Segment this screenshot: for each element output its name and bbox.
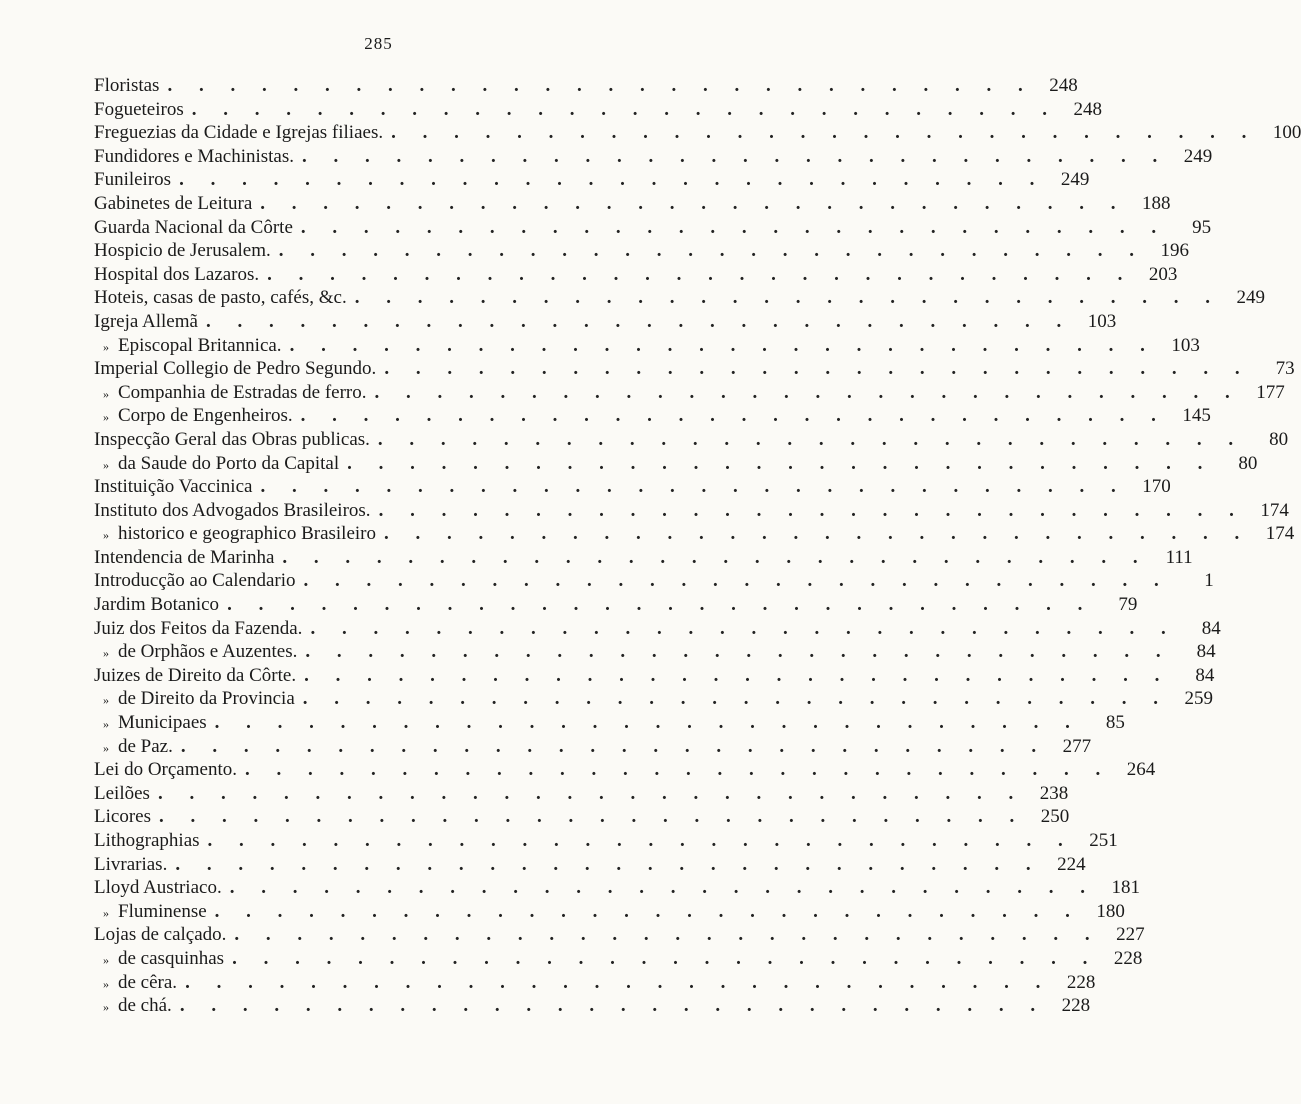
- ditto-mark: »: [103, 717, 109, 732]
- dot-leader: . . . . . . . . . . . . . . . . . . . . . . . . . . . .: [384, 358, 1251, 380]
- index-entry: [94, 239, 1190, 263]
- dot-leader: . . . . . . . . . . . . . . . . . . . . . . . . . . . .: [157, 782, 1025, 804]
- entry-label: Funileiros: [94, 169, 172, 191]
- dot-leader: . . . . . . . . . . . . . . . . . . . . . . . . . . . .: [300, 216, 1168, 238]
- index-entry: [94, 664, 1215, 688]
- ditto-mark: »: [103, 1000, 109, 1015]
- dot-leader: . . . . . . . . . . . . . . . . . . . . . . . . . . . .: [289, 334, 1156, 356]
- entry-label: Guarda Nacional da Côrte: [94, 216, 293, 238]
- entry-label: Igreja Allemã: [94, 310, 198, 332]
- dot-leader: . . . . . . . . . . . . . . . . . . . . . . . . . . . .: [175, 853, 1042, 875]
- ditto-mark: »: [103, 976, 109, 991]
- index-entry: [94, 381, 1285, 405]
- dot-leader: . . . . . . . . . . . . . . . . . . . . . . . . . . . .: [158, 806, 1026, 828]
- index-entry: [94, 428, 1289, 452]
- index-entry: [94, 923, 1145, 947]
- index-entry: [94, 805, 1070, 829]
- dot-leader: . . . . . . . . . . . . . . . . . . . . . . . . . . . .: [310, 617, 1177, 639]
- entry-page-number: 228: [1066, 971, 1096, 993]
- entry-page-number: 79: [1118, 594, 1138, 616]
- entry-page-number: 80: [1269, 428, 1289, 450]
- dot-leader: . . . . . . . . . . . . . . . . . . . . . . . . . . . .: [232, 947, 1099, 969]
- entry-label: Fluminense: [118, 900, 207, 922]
- entry-page-number: 177: [1256, 381, 1285, 403]
- dot-leader: . . . . . . . . . . . . . . . . . . . . . . . . . . . .: [191, 98, 1058, 120]
- index-entry: [94, 357, 1295, 381]
- index-entry: [94, 782, 1069, 806]
- entry-label: de cêra.: [118, 971, 178, 993]
- entry-page-number: 84: [1196, 641, 1216, 663]
- entry-page-number: 259: [1184, 688, 1214, 710]
- index-entry: [94, 593, 1138, 617]
- ditto-mark: »: [103, 740, 109, 755]
- entry-page-number: 80: [1238, 452, 1258, 474]
- dot-leader: . . . . . . . . . . . . . . . . . . . . . . . . . . . .: [207, 830, 1074, 851]
- index-entry: [94, 546, 1193, 570]
- dot-leader: . . . . . . . . . . . . . . . . . . . . . . . . . . . .: [302, 145, 1169, 167]
- entry-label: Introducção ao Calendario: [94, 570, 296, 592]
- dot-leader: . . . . . . . . . . . . . . . . . . . . . . . . . . . .: [234, 924, 1101, 946]
- index-entry: [94, 98, 1102, 122]
- entry-label: Leilões: [94, 782, 150, 804]
- dot-leader: . . . . . . . . . . . . . . . . . . . . . . . . . . . .: [205, 310, 1073, 332]
- entry-page-number: 103: [1171, 334, 1200, 356]
- index-entry: [94, 121, 1301, 145]
- dot-leader: . . . . . . . . . . . . . . . . . . . . . . . . . . . .: [179, 995, 1047, 1017]
- entry-page-number: 84: [1195, 664, 1215, 686]
- index-entry: [94, 74, 1078, 98]
- entry-page-number: 180: [1096, 900, 1125, 922]
- index-entry: [94, 569, 1214, 593]
- entry-page-number: 248: [1049, 75, 1078, 96]
- entry-page-number: 174: [1265, 523, 1295, 545]
- entry-label: Fogueteiros: [94, 98, 184, 120]
- entry-label: da Saude do Porto da Capital: [118, 452, 340, 474]
- ditto-mark: »: [103, 457, 109, 472]
- dot-leader: . . . . . . . . . . . . . . . . . . . . . . . . . . . .: [214, 900, 1081, 922]
- entry-page-number: 95: [1192, 216, 1212, 238]
- index-entry: [94, 735, 1092, 759]
- index-entry: [94, 452, 1258, 476]
- dot-leader: . . . . . . . . . . . . . . . . . . . . . . . . . . . .: [384, 523, 1251, 545]
- entry-label: Juizes de Direito da Côrte.: [94, 664, 297, 686]
- entry-label: Instituto dos Advogados Brasileiros.: [94, 499, 371, 521]
- index-entry: [94, 168, 1090, 192]
- index-entry: [94, 499, 1289, 523]
- entry-page-number: 174: [1260, 499, 1289, 521]
- index-entry: [94, 475, 1171, 499]
- entry-page-number: 100: [1272, 122, 1301, 144]
- dot-leader: . . . . . . . . . . . . . . . . . . . . . . . . . . . .: [304, 664, 1171, 686]
- dot-leader: . . . . . . . . . . . . . . . . . . . . . . . . . . . .: [267, 263, 1134, 285]
- entry-label: Freguezias da Cidade e Igrejas filiaes.: [94, 122, 384, 144]
- entry-label: Licores: [94, 806, 151, 828]
- ditto-mark: »: [103, 386, 109, 401]
- dot-leader: . . . . . . . . . . . . . . . . . . . . . . . . . . . .: [302, 688, 1170, 710]
- index-entry: [94, 758, 1156, 782]
- index-entry: [94, 263, 1178, 287]
- index-entry: [94, 994, 1091, 1018]
- dot-leader: . . . . . . . . . . . . . . . . . . . . . . . . . . . .: [374, 381, 1241, 403]
- dot-leader: . . . . . . . . . . . . . . . . . . . . . . . . . . . .: [278, 240, 1146, 262]
- dot-leader: . . . . . . . . . . . . . . . . . . . . . . . . . . . .: [260, 476, 1127, 498]
- entry-page-number: 264: [1126, 759, 1156, 781]
- entry-page-number: 181: [1111, 877, 1140, 899]
- dot-leader: . . . . . . . . . . . . . . . . . . . . . . . . . . . .: [300, 405, 1167, 427]
- dot-leader: . . . . . . . . . . . . . . . . . . . . . . . . . . . .: [282, 546, 1149, 568]
- index-entry: [94, 640, 1216, 664]
- entry-page-number: 103: [1087, 310, 1117, 332]
- entry-label: Intendencia de Marinha: [94, 546, 275, 568]
- dot-leader: . . . . . . . . . . . . . . . . . . . . . . . . . . . .: [305, 641, 1172, 663]
- dot-leader: . . . . . . . . . . . . . . . . . . . . . . . . . . . .: [179, 169, 1046, 191]
- entry-page-number: 170: [1142, 476, 1171, 498]
- entry-page-number: 277: [1062, 735, 1092, 757]
- entry-label: Fundidores e Machinistas.: [94, 145, 295, 167]
- entry-label: de Paz.: [118, 735, 173, 757]
- index-entry: [94, 310, 1117, 334]
- index-entry: [94, 711, 1125, 735]
- entry-page-number: 250: [1040, 806, 1070, 828]
- entry-label: Lei do Orçamento.: [94, 759, 237, 781]
- index-entry: [94, 876, 1140, 900]
- entry-label: Episcopal Britannica.: [118, 334, 282, 356]
- dot-leader: . . . . . . . . . . . . . . . . . . . . . . . . . . . .: [260, 192, 1127, 214]
- ditto-mark: »: [103, 528, 109, 543]
- ditto-mark: »: [103, 693, 109, 708]
- index-entry: [94, 334, 1200, 358]
- entry-page-number: 84: [1201, 617, 1221, 639]
- ditto-mark: »: [103, 410, 109, 425]
- entry-label: Instituição Vaccinica: [94, 476, 253, 498]
- dot-leader: . . . . . . . . . . . . . . . . . . . . . . . . . . . .: [180, 735, 1048, 757]
- index-entry: [94, 853, 1086, 877]
- entry-page-number: 251: [1089, 830, 1118, 851]
- dot-leader: . . . . . . . . . . . . . . . . . . . . . . . . . . . .: [347, 452, 1214, 474]
- entry-page-number: 249: [1236, 287, 1265, 309]
- entry-page-number: 224: [1057, 853, 1086, 875]
- entry-page-number: 85: [1105, 712, 1125, 734]
- entry-label: Livrarias.: [94, 853, 168, 875]
- entry-page-number: 1: [1204, 570, 1214, 592]
- entry-page-number: 111: [1165, 546, 1193, 568]
- entry-page-number: 228: [1113, 947, 1143, 969]
- dot-leader: . . . . . . . . . . . . . . . . . . . . . . . . . . . .: [227, 594, 1094, 616]
- dot-leader: . . . . . . . . . . . . . . . . . . . . . . . . . . . .: [214, 712, 1081, 734]
- dot-leader: . . . . . . . . . . . . . . . . . . . . . . . . . . . .: [354, 287, 1221, 309]
- entry-page-number: 145: [1182, 405, 1211, 427]
- index-entry: [94, 145, 1213, 169]
- entry-page-number: 73: [1275, 358, 1295, 380]
- dot-leader: . . . . . . . . . . . . . . . . . . . . . . . . . . . .: [185, 971, 1052, 993]
- entry-label: de casquinhas: [118, 947, 225, 969]
- entry-label: de Orphãos e Auzentes.: [118, 641, 298, 663]
- index-entry: [94, 216, 1212, 240]
- ditto-mark: »: [103, 905, 109, 920]
- entry-label: Inspecção Geral das Obras publicas.: [94, 428, 370, 450]
- page-number: 285: [364, 34, 393, 53]
- index-entry: [94, 947, 1143, 971]
- index-entry: [94, 192, 1171, 216]
- entry-label: Lojas de calçado.: [94, 924, 227, 946]
- entry-page-number: 228: [1061, 995, 1091, 1017]
- index-entry: [94, 829, 1118, 853]
- entry-label: Municipaes: [118, 712, 207, 734]
- dot-leader: . . . . . . . . . . . . . . . . . . . . . . . . . . . .: [378, 499, 1245, 521]
- entry-label: Hospicio de Jerusalem.: [94, 240, 271, 262]
- ditto-mark: »: [103, 646, 109, 661]
- entry-page-number: 248: [1073, 98, 1102, 120]
- dot-leader: . . . . . . . . . . . . . . . . . . . . . . . . . . . .: [391, 122, 1258, 144]
- entry-label: Gabinetes de Leitura: [94, 192, 253, 214]
- entry-label: Hospital dos Lazaros.: [94, 263, 260, 285]
- entry-label: de Direito da Provincia: [118, 688, 295, 710]
- entry-page-number: 238: [1039, 782, 1069, 804]
- ditto-mark: »: [103, 339, 109, 354]
- index-entry: [94, 404, 1211, 428]
- dot-leader: . . . . . . . . . . . . . . . . . . . . . . . . . . . .: [167, 75, 1034, 96]
- entry-page-number: 188: [1142, 192, 1171, 214]
- entry-page-number: 203: [1148, 263, 1178, 285]
- entry-label: Corpo de Engenheiros.: [118, 405, 293, 427]
- entry-label: historico e geographico Brasileiro: [118, 523, 377, 545]
- ditto-mark: »: [103, 952, 109, 967]
- index-entry: [94, 286, 1265, 310]
- index-entry: [94, 522, 1295, 546]
- index-list: [94, 74, 1301, 1018]
- index-entry: [94, 617, 1221, 641]
- entry-page-number: 249: [1060, 169, 1090, 191]
- entry-label: de chá.: [118, 995, 172, 1017]
- entry-label: Hoteis, casas de pasto, cafés, &c.: [94, 287, 347, 309]
- entry-label: Companhia de Estradas de ferro.: [118, 381, 367, 403]
- entry-label: Imperial Collegio de Pedro Segundo.: [94, 358, 377, 380]
- dot-leader: . . . . . . . . . . . . . . . . . . . . . . . . . . . .: [244, 759, 1112, 781]
- entry-label: Lloyd Austriaco.: [94, 877, 222, 899]
- dot-leader: . . . . . . . . . . . . . . . . . . . . . . . . . . . .: [303, 570, 1170, 592]
- dot-leader: . . . . . . . . . . . . . . . . . . . . . . . . . . . .: [377, 428, 1245, 450]
- entry-page-number: 227: [1116, 924, 1145, 946]
- entry-label: Jardim Botanico: [94, 594, 220, 616]
- entry-page-number: 196: [1160, 240, 1190, 262]
- entry-label: Floristas: [94, 75, 160, 96]
- index-entry: [94, 971, 1096, 995]
- dot-leader: . . . . . . . . . . . . . . . . . . . . . . . . . . . .: [229, 877, 1096, 899]
- entry-page-number: 249: [1183, 145, 1213, 167]
- entry-label: Juiz dos Feitos da Fazenda.: [94, 617, 303, 639]
- index-entry: [94, 687, 1214, 711]
- entry-label: Lithographias: [94, 830, 200, 851]
- index-entry: [94, 900, 1125, 924]
